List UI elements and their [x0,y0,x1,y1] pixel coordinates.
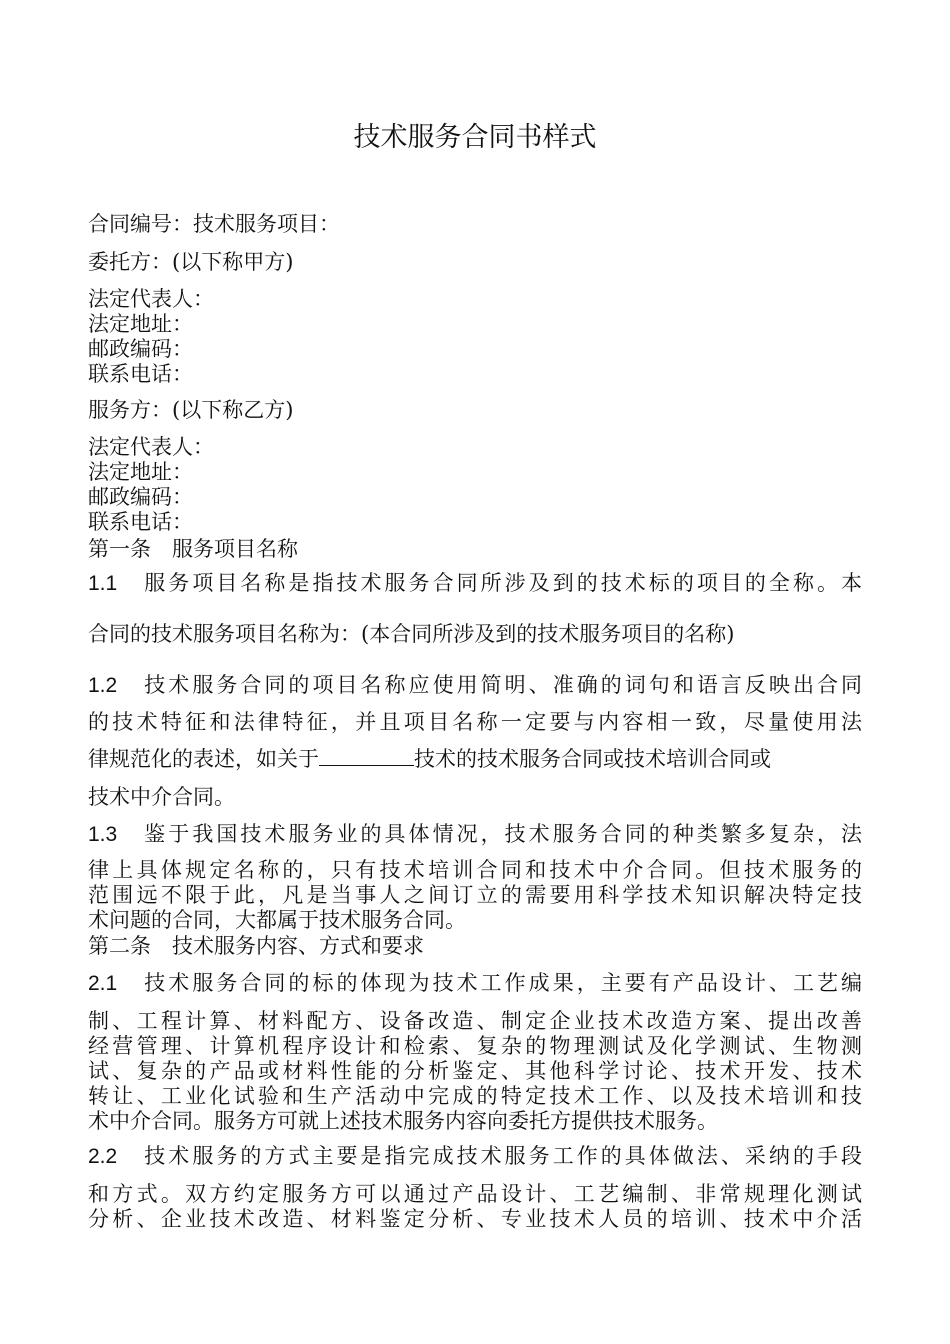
paragraph-2-1-line-4: 试、复杂的产品或材料性能的分析鉴定、其他科学讨论、技术开发、技术 [88,1059,862,1083]
paragraph-text: 技术服务合同的标的体现为技术工作成果，主要有产品设计、工艺编 [144,971,863,995]
paragraph-text: 鉴于我国技术服务业的具体情况，技术服务合同的种类繁多复杂，法 [144,822,863,846]
client-postcode-label: 邮政编码： [88,337,193,361]
paragraph-number: 2.1 [88,972,118,995]
paragraph-1-2-line-3 [88,745,862,773]
paragraph-2-2-line-3: 分析、企业技术改造、材料鉴定分析、专业技术人员的培训、技术中介活 [88,1207,862,1231]
client-representative-label: 法定代表人： [88,287,214,311]
paragraph-2-2-rest [88,1182,862,1232]
paragraph-number: 1.2 [88,674,118,697]
provider-heading: 服务方：(以下称乙方) [88,398,294,422]
paragraph-2-1-line-2: 制、工程计算、材料配方、设备改造、制定企业技术改造方案、提出改善 [88,1009,862,1033]
paragraph-2-1-line-3: 经营管理、计算机程序设计和检索、复杂的物理测试及化学测试、生物测 [88,1034,862,1058]
paragraph-2-1-line-1 [88,969,862,998]
paragraph-text: 技术服务的方式主要是指完成技术服务工作的具体做法、采纳的手段 [144,1144,863,1168]
paragraph-text: 服务项目名称是指技术服务合同所涉及到的技术标的项目的全称。本 [144,571,863,595]
paragraph-1-1-line-1 [88,569,862,598]
client-heading: 委托方：(以下称甲方) [88,250,294,274]
paragraph-text: 律规范化的表述，如关于 [88,747,319,771]
provider-fields [88,435,862,535]
provider-representative-label: 法定代表人： [88,435,214,459]
document-title: 技术服务合同书样式 [353,122,597,153]
paragraph-number: 1.3 [88,823,118,846]
provider-address-label: 法定地址： [88,460,193,484]
paragraph-1-3-rest [88,858,862,933]
paragraph-text: 技术服务合同的项目名称应使用简明、准确的词句和语言反映出合同 [144,673,863,697]
provider-phone-label: 联系电话： [88,510,193,534]
client-fields [88,287,862,387]
paragraph-1-1-line-2: 合同的技术服务项目名称为：(本合同所涉及到的技术服务项目的名称) [88,622,735,646]
paragraph-2-1-line-6: 术中介合同。服务方可就上述技术服务内容向委托方提供技术服务。 [88,1109,718,1133]
article-2-heading: 第二条 技术服务内容、方式和要求 [88,934,424,958]
paragraph-2-2-line-1 [88,1142,862,1171]
paragraph-1-3-line-4: 术问题的合同，大都属于技术服务合同。 [88,908,466,932]
paragraph-1-3-line-1 [88,820,862,849]
paragraph-number: 1.1 [88,572,118,595]
paragraph-2-1-line-5: 转让、工业化试验和生产活动中完成的特定技术工作、以及技术培训和技 [88,1084,862,1108]
fill-in-blank [319,747,414,766]
article-1-heading: 第一条 服务项目名称 [88,537,298,561]
paragraph-1-3-line-3: 范围远不限于此，凡是当事人之间订立的需要用科学技术知识解决特定技 [88,883,862,907]
paragraph-1-3-line-2: 律上具体规定名称的，只有技术培训合同和技术中介合同。但技术服务的 [88,858,862,882]
provider-postcode-label: 邮政编码： [88,485,193,509]
paragraph-1-2-line-2: 的技术特征和法律特征，并且项目名称一定要与内容相一致，尽量使用法 [88,710,862,734]
contract-number-line: 合同编号：技术服务项目： [88,212,340,236]
paragraph-text: 技术的技术服务合同或技术培训合同或 [414,747,771,771]
paragraph-1-2-line-4: 技术中介合同。 [88,785,235,809]
paragraph-2-1-rest [88,1009,862,1134]
paragraph-1-2-line-1 [88,671,862,700]
paragraph-2-2-line-2: 和方式。双方约定服务方可以通过产品设计、工艺编制、非常规理化测试 [88,1182,862,1206]
client-phone-label: 联系电话： [88,362,193,386]
client-address-label: 法定地址： [88,312,193,336]
paragraph-number: 2.2 [88,1145,118,1168]
